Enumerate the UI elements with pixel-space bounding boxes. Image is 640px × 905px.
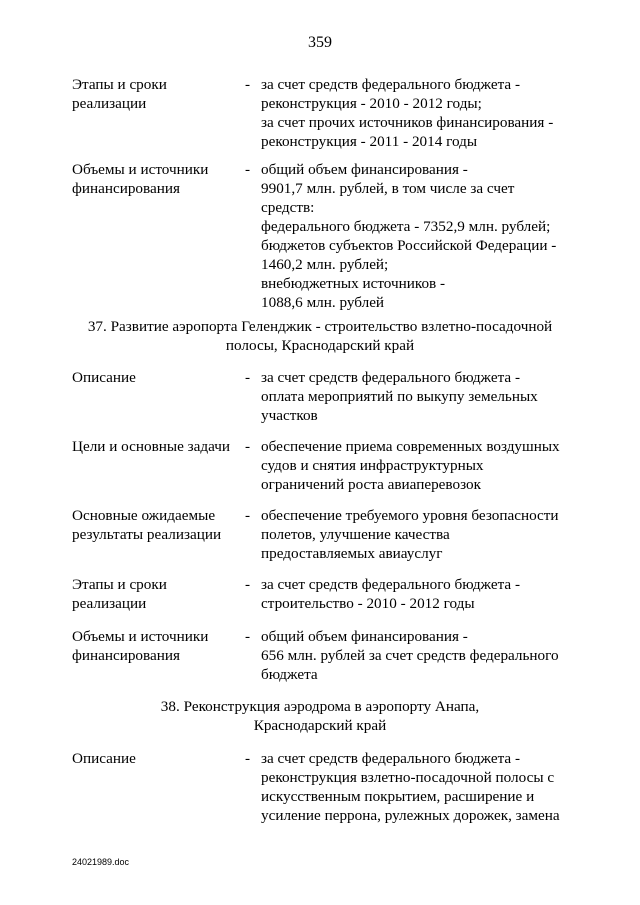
field-label: Описание bbox=[72, 369, 136, 386]
field-label: Описание bbox=[72, 750, 136, 767]
field-label: Этапы и сроки реализации bbox=[72, 76, 167, 112]
field-label: Этапы и сроки реализации bbox=[72, 576, 167, 612]
field-dash: - bbox=[245, 369, 251, 386]
field-dash: - bbox=[245, 76, 251, 93]
section-heading-37: 37. Развитие аэропорта Геленджик - строительство взлетно-посадочной полосы, Краснодарский край bbox=[87, 318, 553, 354]
field-dash: - bbox=[245, 750, 251, 767]
field-dash: - bbox=[245, 507, 251, 524]
field-value: за счет средств федерального бюджета - реконструкция взлетно-посадочной полосы с искусственным покрытием, расширение и усиление перрона, рулежных дорожек, замена bbox=[261, 750, 560, 824]
field-value: за счет средств федерального бюджета - реконструкция - 2010 - 2012 годы; за счет прочих источников финансирования - реконструкция - 2011 - 2014 годы bbox=[261, 76, 554, 150]
field-value: за счет средств федерального бюджета - строительство - 2010 - 2012 годы bbox=[261, 576, 521, 612]
field-label: Основные ожидаемые результаты реализации bbox=[72, 507, 222, 543]
field-value: общий объем финансирования - 9901,7 млн. рублей, в том числе за счет средств: федерального бюджета - 7352,9 млн. рублей; бюджетов субъектов Российской Федерации - 1460,2 млн. рублей; внебюджетных источников - 1088,6 млн. рублей bbox=[261, 161, 557, 311]
field-value: за счет средств федерального бюджета - оплата мероприятий по выкупу земельных участков bbox=[261, 369, 538, 424]
page-number: 359 bbox=[308, 34, 332, 51]
field-dash: - bbox=[245, 576, 251, 593]
field-dash: - bbox=[245, 161, 251, 178]
footer-filename: 24021989.doc bbox=[72, 857, 130, 867]
field-label: Цели и основные задачи bbox=[72, 438, 230, 455]
section-heading-38: 38. Реконструкция аэродрома в аэропорту Анапа, Краснодарский край bbox=[160, 698, 480, 734]
field-label: Объемы и источники финансирования bbox=[72, 628, 209, 664]
field-label: Объемы и источники финансирования bbox=[72, 161, 209, 197]
field-value: обеспечение приема современных воздушных судов и снятия инфраструктурных ограничений роста авиаперевозок bbox=[261, 438, 560, 493]
field-value: общий объем финансирования - 656 млн. рублей за счет средств федерального бюджета bbox=[261, 628, 559, 683]
field-value: обеспечение требуемого уровня безопасности полетов, улучшение качества предоставляемых авиауслуг bbox=[261, 507, 559, 562]
field-dash: - bbox=[245, 438, 251, 455]
field-dash: - bbox=[245, 628, 251, 645]
